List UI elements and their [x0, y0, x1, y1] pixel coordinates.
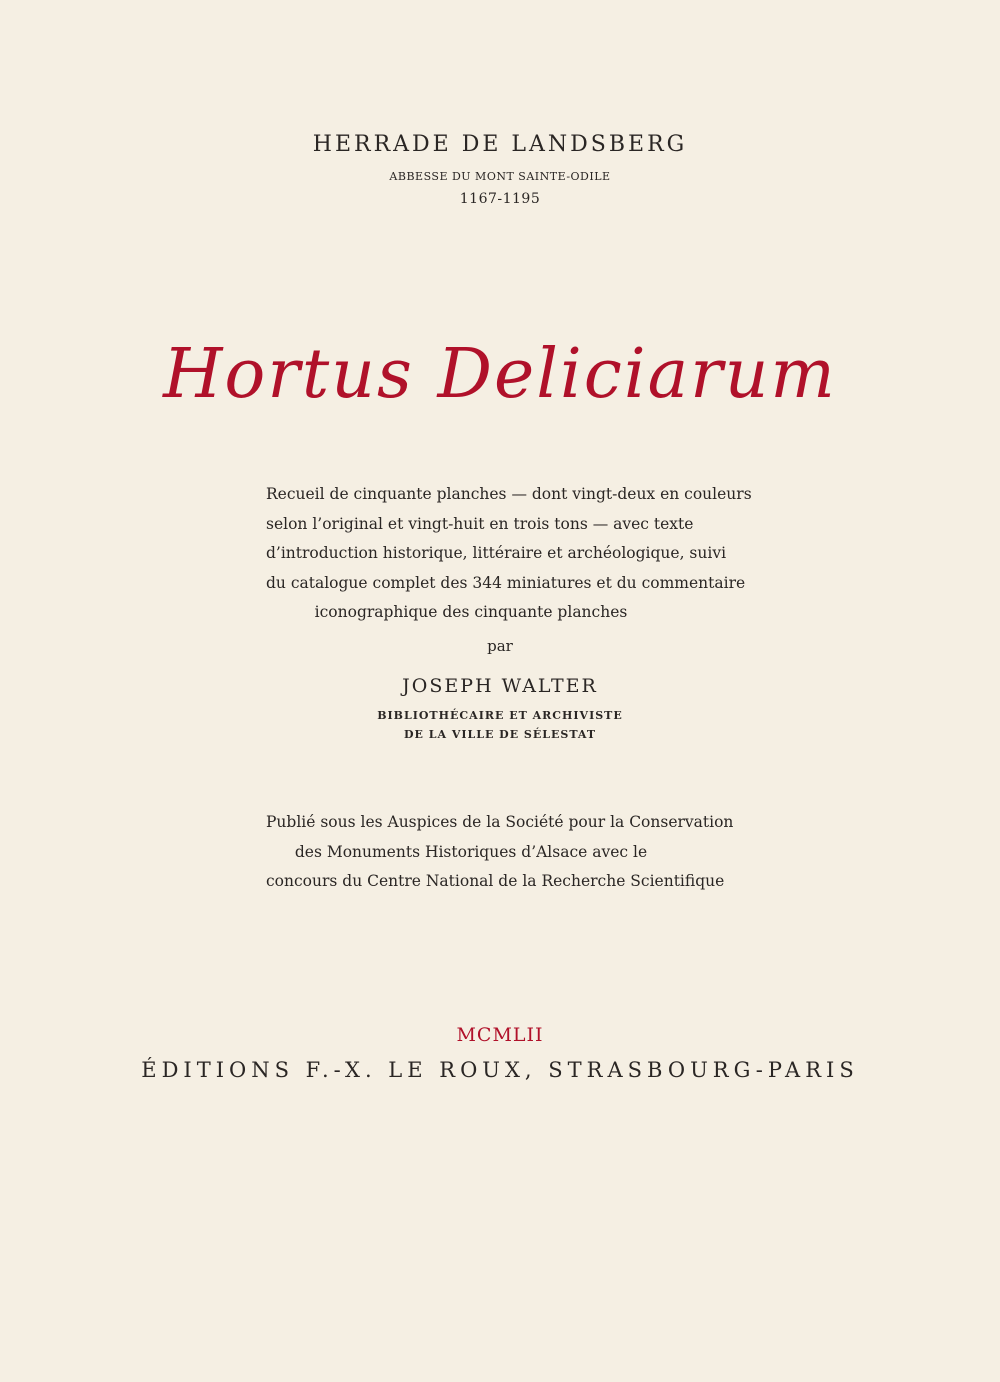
editor-role: [0, 706, 1000, 744]
editor-role-line: BIBLIOTHÉCAIRE ET ARCHIVISTE: [377, 709, 623, 722]
author-name: HERRADE DE LANDSBERG: [312, 132, 688, 157]
author-title: ABBESSE DU MONT SAINTE-ODILE: [389, 170, 611, 183]
book-title: Hortus Deliciarum: [163, 335, 837, 414]
description-line: Recueil de cinquante planches — dont vingt-deux en couleurs: [266, 485, 752, 503]
description-line: du catalogue complet des 344 miniatures et du commentaire: [266, 573, 746, 592]
publisher-imprint: ÉDITIONS F.-X. LE ROUX, STRASBOURG-PARIS: [141, 1058, 859, 1082]
author-dates: 1167-1195: [459, 191, 541, 207]
description-line: d’introduction historique, littéraire et archéologique, suivi: [266, 544, 727, 562]
publication-year: MCMLII: [456, 1024, 544, 1046]
editor-role-line: DE LA VILLE DE SÉLESTAT: [403, 728, 597, 741]
editor-name: JOSEPH WALTER: [402, 675, 598, 697]
publication-line: Publié sous les Auspices de la Société pour la Conservation: [266, 813, 734, 831]
publication-note: [266, 808, 734, 897]
par-label: par: [487, 637, 513, 655]
publication-line: des Monuments Historiques d’Alsace avec le: [294, 842, 648, 861]
description-line: iconographique des cinquante planches: [314, 603, 628, 621]
description: [266, 480, 752, 628]
description-line: selon l’original et vingt-huit en trois tons — avec texte: [266, 514, 694, 533]
publication-line: concours du Centre National de la Recherche Scientifique: [266, 872, 725, 890]
